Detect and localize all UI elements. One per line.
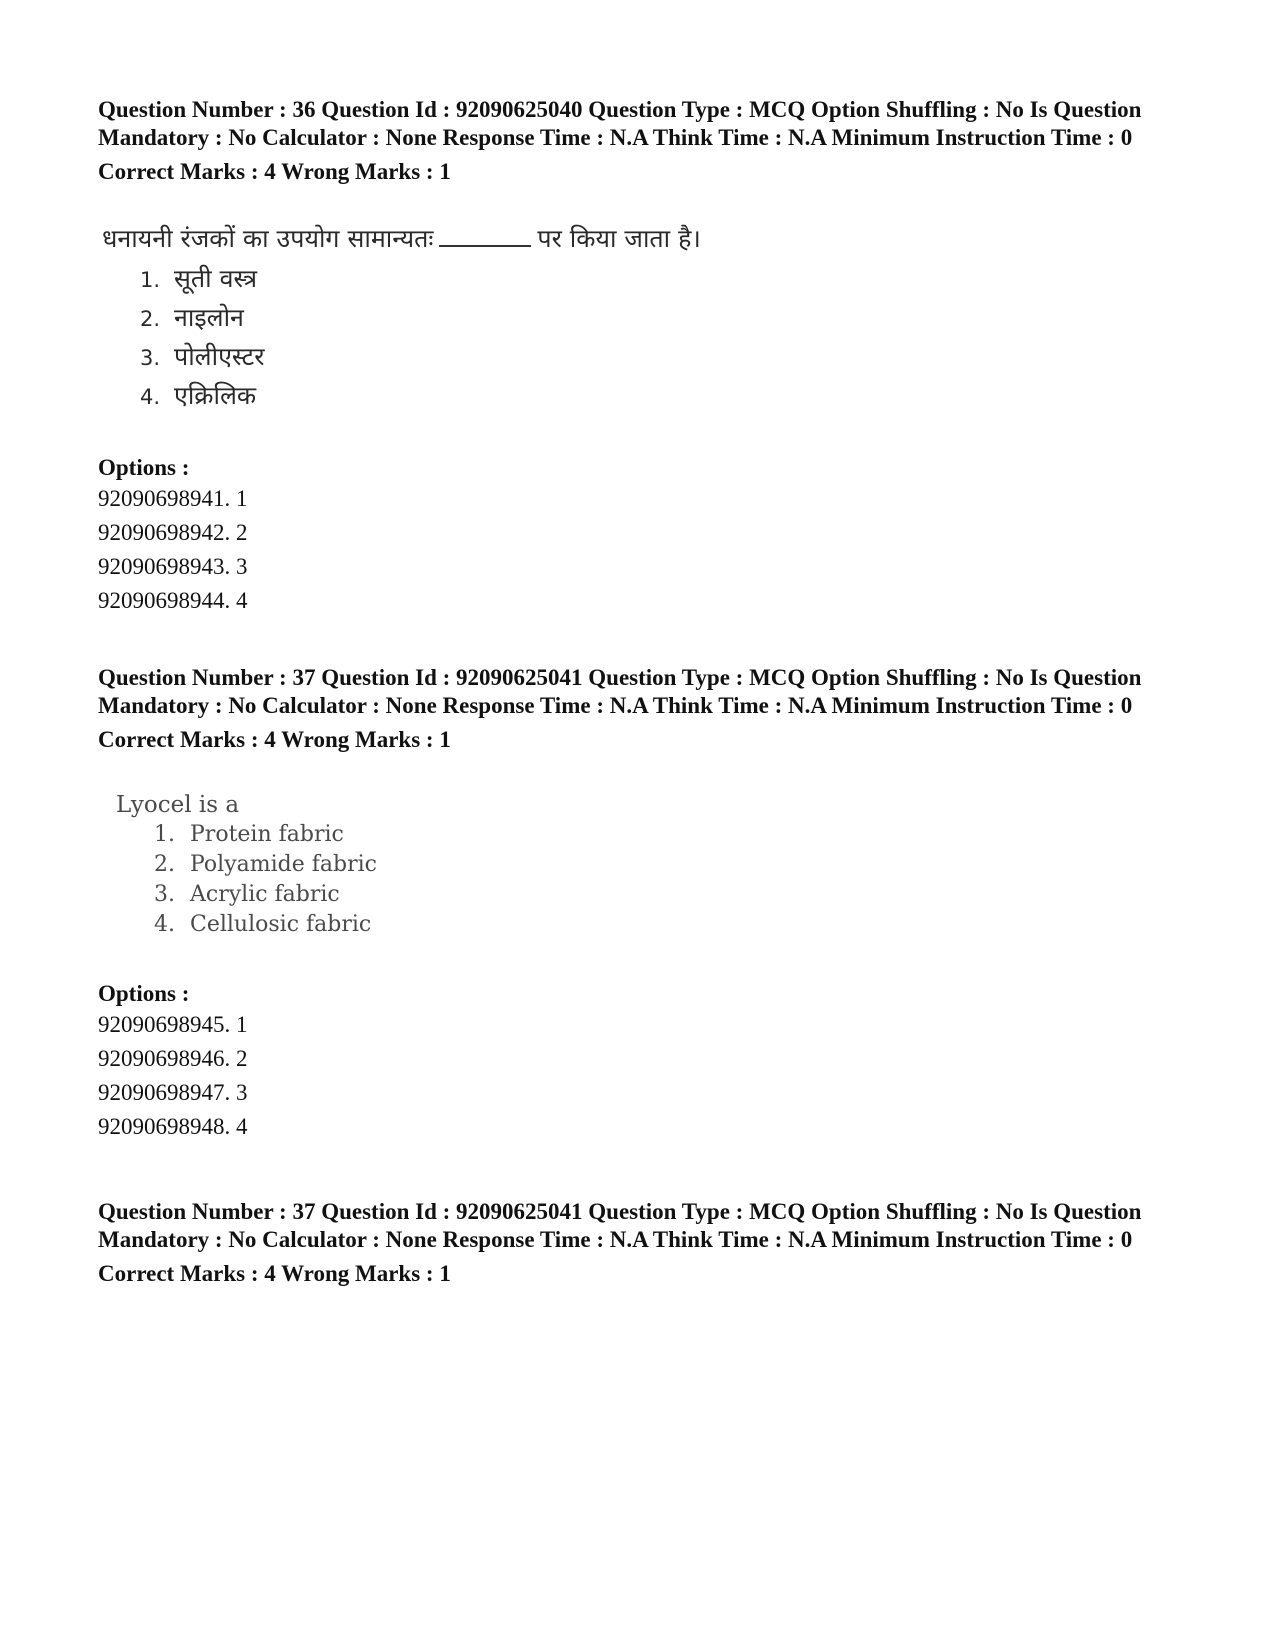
option-item: 92090698941. 1 (98, 486, 248, 511)
option-item: 92090698943. 3 (98, 554, 248, 579)
question-header: Question Number : 37 Question Id : 92090625041 Question Type : MCQ Option Shuffling : No Is Question Mandatory : No Calculator : None Response Time : N.A Think Time : N.A Minimum Instruction Time : 0 (98, 665, 1142, 718)
question-stem: Lyocel is a (116, 792, 240, 818)
choice-item: 2. Polyamide fabric (154, 852, 377, 877)
question-marks: Correct Marks : 4 Wrong Marks : 1 (98, 727, 451, 752)
question-content (98, 790, 1188, 940)
options-list (98, 482, 1188, 618)
choice-item: 3. Acrylic fabric (154, 882, 340, 907)
choice-item: 1. Protein fabric (154, 822, 344, 847)
question-marks: Correct Marks : 4 Wrong Marks : 1 (98, 159, 451, 184)
choice-item: 2. नाइलोन (140, 303, 244, 332)
options-list (98, 1008, 1188, 1144)
choice-item: 3. पोलीएस्टर (140, 342, 265, 371)
option-item: 92090698947. 3 (98, 1080, 248, 1105)
option-item: 92090698942. 2 (98, 520, 248, 545)
option-item: 92090698945. 1 (98, 1012, 248, 1037)
options-title: Options : (98, 981, 190, 1006)
choice-item: 4. एक्रिलिक (140, 381, 257, 410)
question-37-block (98, 664, 1188, 1144)
question-marks: Correct Marks : 4 Wrong Marks : 1 (98, 1261, 451, 1286)
question-stem: धनायनी रंजकों का उपयोग सामान्यतः पर किया जाता है। (102, 224, 701, 253)
option-item: 92090698948. 4 (98, 1114, 248, 1139)
question-header: Question Number : 36 Question Id : 92090625040 Question Type : MCQ Option Shuffling : No Is Question Mandatory : No Calculator : None Response Time : N.A Think Time : N.A Minimum Instruction Time : 0 (98, 97, 1142, 150)
choice-item: 1. सूती वस्त्र (140, 264, 257, 293)
choice-list (98, 820, 1188, 940)
option-item: 92090698946. 2 (98, 1046, 248, 1071)
answer-blank (439, 223, 531, 247)
choice-item: 4. Cellulosic fabric (154, 912, 372, 937)
option-item: 92090698944. 4 (98, 588, 248, 613)
question-37-repeat-block (98, 1198, 1188, 1288)
question-content (98, 222, 1188, 416)
choice-list (98, 260, 1188, 416)
options-title: Options : (98, 455, 190, 480)
question-36-block (98, 96, 1188, 618)
question-header: Question Number : 37 Question Id : 92090625041 Question Type : MCQ Option Shuffling : No Is Question Mandatory : No Calculator : None Response Time : N.A Think Time : N.A Minimum Instruction Time : 0 (98, 1199, 1142, 1252)
